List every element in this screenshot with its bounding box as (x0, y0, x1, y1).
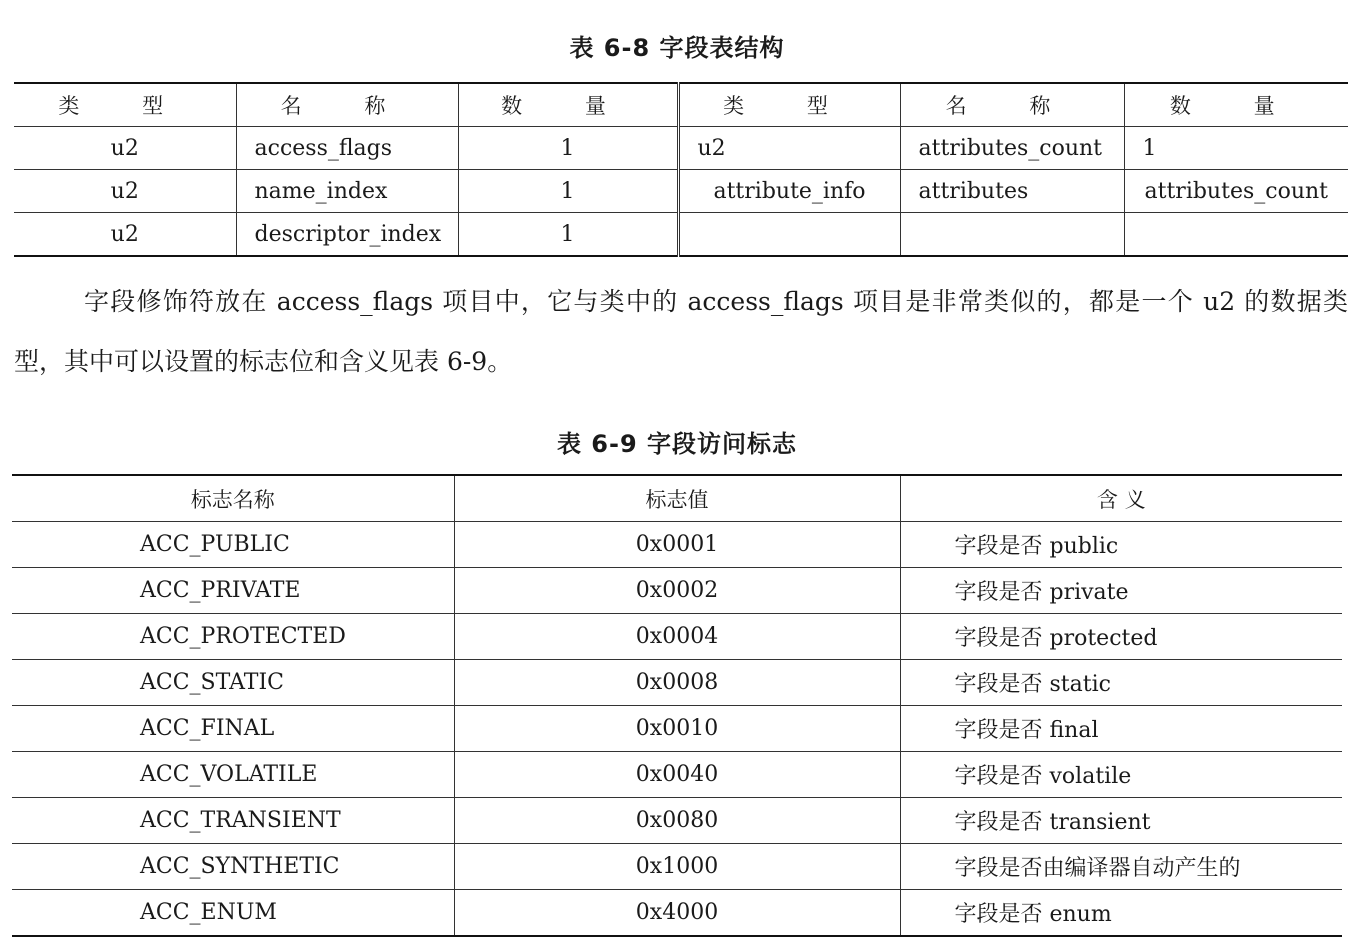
cell-meaning: 字段是否 protected (900, 614, 1342, 660)
cell-name: attributes_count (900, 127, 1124, 170)
table-row (14, 127, 1348, 170)
table-row (12, 844, 1342, 890)
cell-flag-name: ACC_PUBLIC (12, 522, 454, 568)
header-meaning: 含 义 (900, 475, 1342, 522)
cell-flag-name: ACC_FINAL (12, 706, 454, 752)
cell-flag-value: 0x1000 (454, 844, 900, 890)
table-row (12, 752, 1342, 798)
table-row (14, 213, 1348, 257)
cell-meaning: 字段是否 private (900, 568, 1342, 614)
table-row (14, 170, 1348, 213)
cell-type: attribute_info (678, 170, 900, 213)
cell-meaning: 字段是否由编译器自动产生的 (900, 844, 1342, 890)
cell-type: u2 (14, 127, 236, 170)
table-row (12, 522, 1342, 568)
cell-flag-name: ACC_PROTECTED (12, 614, 454, 660)
cell-type: u2 (678, 127, 900, 170)
cell-flag-value: 0x4000 (454, 890, 900, 937)
body-paragraph: 字段修饰符放在 access_flags 项目中，它与类中的 access_flags 项目是非常类似的，都是一个 u2 的数据类型，其中可以设置的标志位和含义见表 6-9。 (14, 287, 1348, 376)
header-name: 名 称 (236, 83, 458, 127)
cell-count: 1 (1124, 127, 1348, 170)
cell-flag-name: ACC_ENUM (12, 890, 454, 937)
header-flag-value: 标志值 (454, 475, 900, 522)
cell-flag-value: 0x0010 (454, 706, 900, 752)
table-6-8-caption: 表 6-8 字段表结构 (569, 34, 785, 62)
cell-count: 1 (458, 213, 678, 257)
cell-meaning: 字段是否 volatile (900, 752, 1342, 798)
cell-flag-value: 0x0080 (454, 798, 900, 844)
header-count: 数 量 (458, 83, 678, 127)
cell-meaning: 字段是否 static (900, 660, 1342, 706)
cell-flag-value: 0x0040 (454, 752, 900, 798)
cell-type: u2 (14, 213, 236, 257)
table-row (12, 568, 1342, 614)
header-count: 数 量 (1124, 83, 1348, 127)
cell-count: 1 (458, 127, 678, 170)
table-row (12, 706, 1342, 752)
cell-count: 1 (458, 170, 678, 213)
cell-flag-name: ACC_SYNTHETIC (12, 844, 454, 890)
cell-flag-name: ACC_TRANSIENT (12, 798, 454, 844)
cell-flag-value: 0x0001 (454, 522, 900, 568)
cell-flag-name: ACC_PRIVATE (12, 568, 454, 614)
cell-count (1124, 213, 1348, 257)
cell-name: attributes (900, 170, 1124, 213)
cell-name: descriptor_index (236, 213, 458, 257)
cell-flag-name: ACC_VOLATILE (12, 752, 454, 798)
table-6-9-caption: 表 6-9 字段访问标志 (556, 430, 798, 458)
table-header-row (12, 475, 1342, 522)
cell-name: access_flags (236, 127, 458, 170)
table-row (12, 798, 1342, 844)
field-access-flags-table (12, 474, 1342, 937)
header-type: 类 型 (14, 83, 236, 127)
cell-flag-value: 0x0002 (454, 568, 900, 614)
cell-flag-value: 0x0004 (454, 614, 900, 660)
table-header-row (14, 83, 1348, 127)
header-flag-name: 标志名称 (12, 475, 454, 522)
cell-name: name_index (236, 170, 458, 213)
table-row (12, 890, 1342, 937)
cell-meaning: 字段是否 public (900, 522, 1342, 568)
cell-type: u2 (14, 170, 236, 213)
cell-name (900, 213, 1124, 257)
table-row (12, 660, 1342, 706)
cell-type (678, 213, 900, 257)
cell-flag-value: 0x0008 (454, 660, 900, 706)
header-type: 类 型 (678, 83, 900, 127)
cell-flag-name: ACC_STATIC (12, 660, 454, 706)
table-row (12, 614, 1342, 660)
header-name: 名 称 (900, 83, 1124, 127)
field-table-structure (14, 82, 1348, 257)
cell-meaning: 字段是否 transient (900, 798, 1342, 844)
cell-count: attributes_count (1124, 170, 1348, 213)
cell-meaning: 字段是否 enum (900, 890, 1342, 937)
cell-meaning: 字段是否 final (900, 706, 1342, 752)
